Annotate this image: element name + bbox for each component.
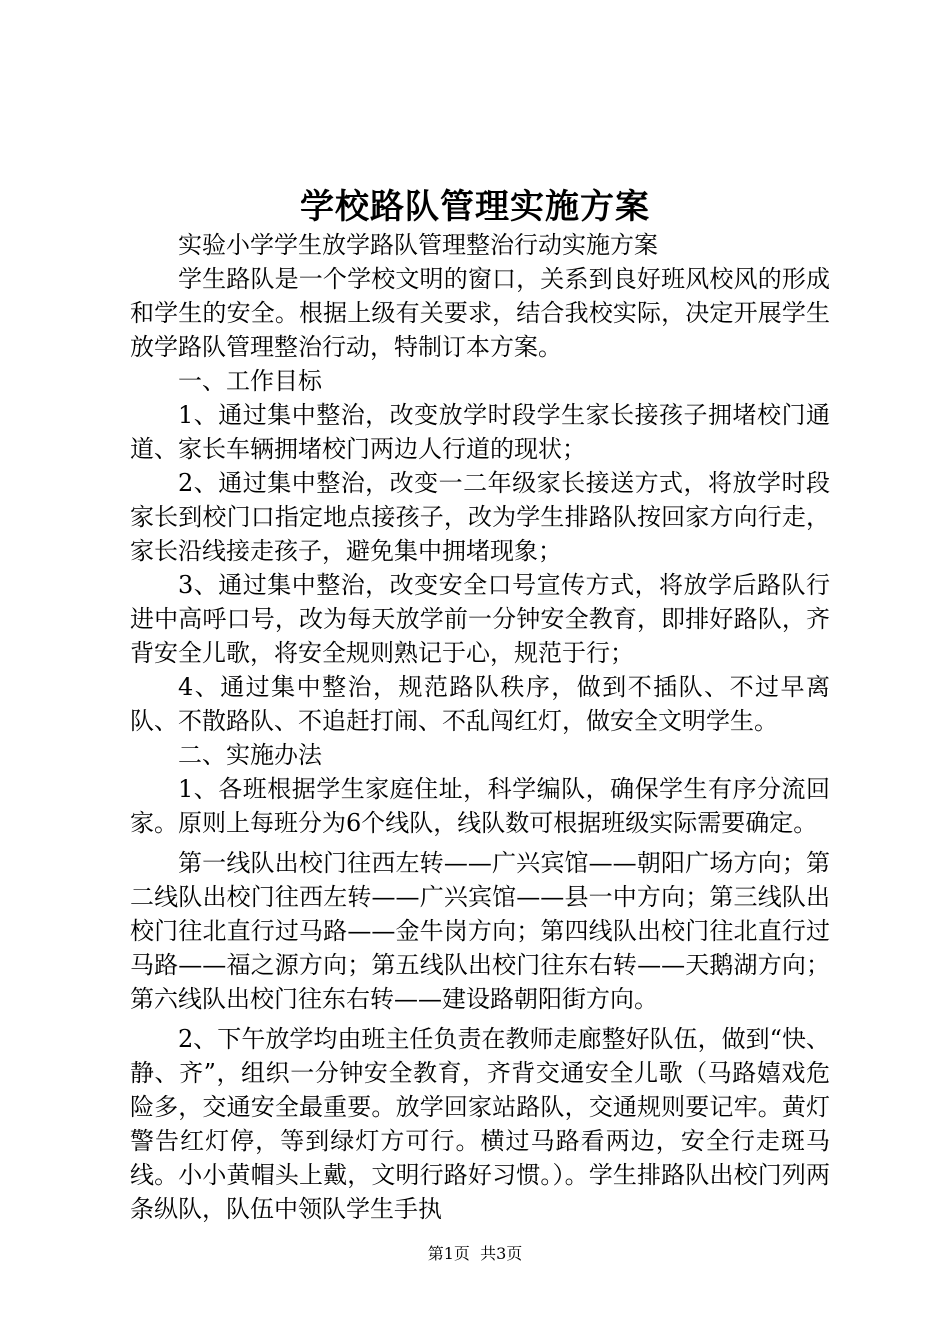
route-list-paragraph: 第一线队出校门往西左转——广兴宾馆——朝阳广场方向；第二线队出校门往西左转——广兴宾馆——县一中方向；第三线队出校门往北直行过马路——金牛岗方向；第四线队出校门往北直行过马路——福之源方向；第五线队出校门往东右转——天鹅湖方向；第六线队出校门往东右转——建设路朝阳街方向。: [130, 849, 830, 1013]
page-number: 第1页: [427, 1244, 470, 1263]
subtitle-paragraph: 实验小学学生放学路队管理整治行动实施方案: [178, 231, 658, 259]
section-heading-methods: 二、实施办法: [178, 741, 322, 769]
goal-item-4: 4、通过集中整治，规范路队秩序，做到不插队、不过早离队、不散路队、不追赶打闹、不乱闯红灯，做安全文明学生。: [130, 673, 830, 735]
goal-item-1: 1、通过集中整治，改变放学时段学生家长接孩子拥堵校门通道、家长车辆拥堵校门两边人行道的现状；: [130, 401, 830, 463]
document-title: 学校路队管理实施方案: [300, 187, 650, 227]
intro-paragraph: 学生路队是一个学校文明的窗口，关系到良好班风校风的形成和学生的安全。根据上级有关要求，结合我校实际，决定开展学生放学路队管理整治行动，特制订本方案。: [130, 265, 830, 361]
method-item-2: 2、下午放学均由班主任负责在教师走廊整好队伍，做到“快、静、齐”，组织一分钟安全教育，齐背交通安全儿歌（马路嬉戏危险多，交通安全最重要。放学回家站路队，交通规则要记牢。黄灯警告红灯停，等到绿灯方可行。横过马路看两边，安全行走斑马线。小小黄帽头上戴，文明行路好习惯。）。学生排路队出校门列两条纵队，队伍中领队学生手执: [130, 1025, 830, 1223]
goal-item-2: 2、通过集中整治，改变一二年级家长接送方式，将放学时段家长到校门口指定地点接孩子，改为学生排路队按回家方向行走，家长沿线接走孩子，避免集中拥堵现象；: [130, 469, 830, 565]
page-footer: [0, 1243, 950, 1265]
section-heading-goals: 一、工作目标: [178, 367, 322, 395]
goal-item-3: 3、通过集中整治，改变安全口号宣传方式，将放学后路队行进中高呼口号，改为每天放学前一分钟安全教育，即排好路队，齐背安全儿歌，将安全规则熟记于心，规范于行；: [130, 571, 830, 667]
document-body: [130, 228, 830, 1226]
method-item-1: 1、各班根据学生家庭住址，科学编队，确保学生有序分流回家。原则上每班分为6个线队，线队数可根据班级实际需要确定。: [130, 775, 830, 837]
page-total: 共3页: [480, 1244, 523, 1263]
